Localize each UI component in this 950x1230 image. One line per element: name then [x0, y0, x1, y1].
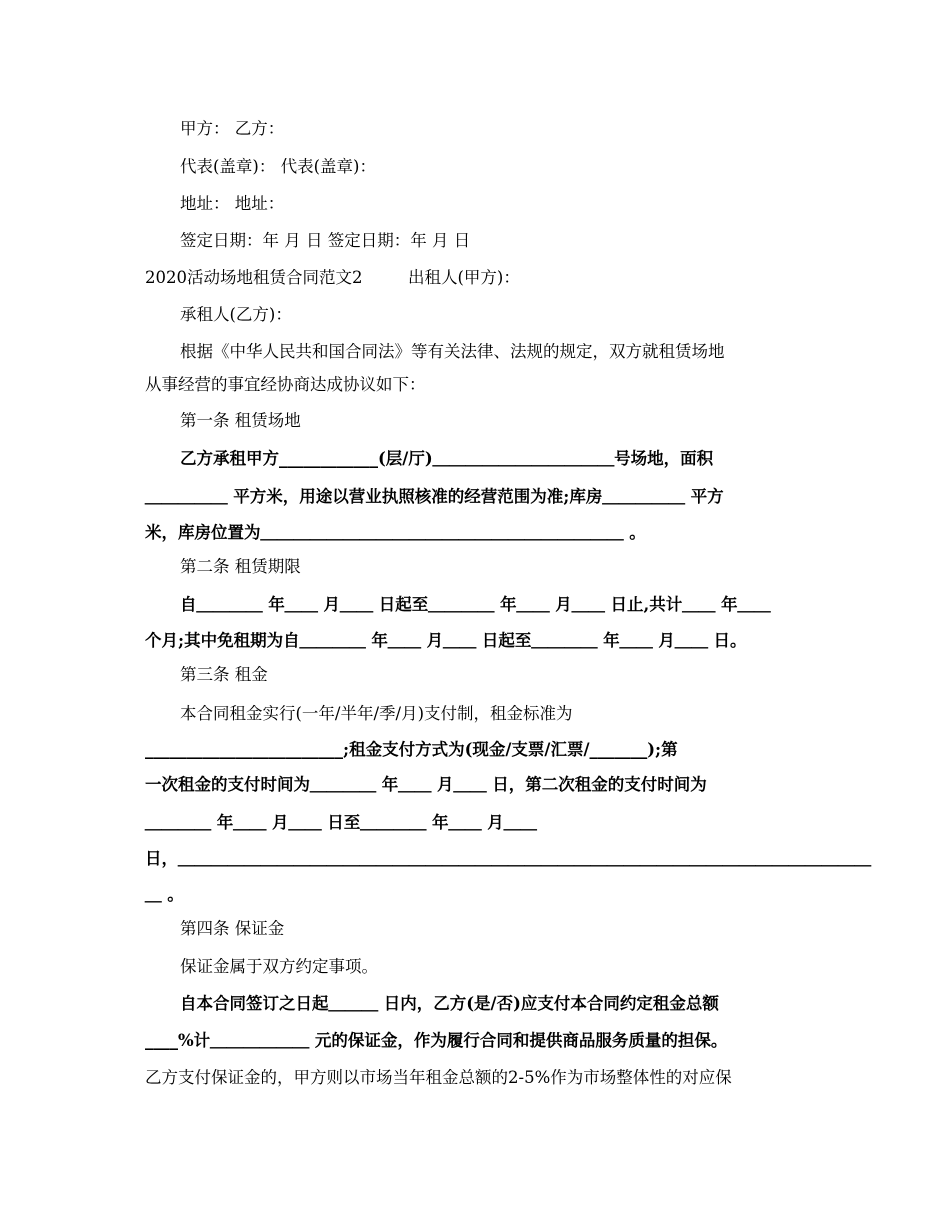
signature-parties: 甲方： 乙方：	[180, 119, 285, 138]
article-4-line: 保证金属于双方约定事项。	[180, 957, 378, 976]
article-2-line: 自＿＿＿＿ 年＿＿ 月＿＿ 日起至＿＿＿＿ 年＿＿ 月＿＿ 日止,共计＿＿ 年＿＿	[180, 595, 771, 614]
article-2-line: 个月;其中免租期为自＿＿＿＿ 年＿＿ 月＿＿ 日起至＿＿＿＿ 年＿＿ 月＿＿ 日。	[145, 631, 747, 650]
article-4-line: 自本合同签订之日起＿＿＿ 日内，乙方(是/否)应支付本合同约定租金总额	[180, 994, 719, 1013]
article-4-line: ____%计＿＿＿＿＿＿ 元的保证金，作为履行合同和提供商品服务质量的担保。	[145, 1031, 728, 1050]
article-1-line: 米，库房位置为＿＿＿＿＿＿＿＿＿＿＿＿＿＿＿＿＿＿＿＿＿＿ 。	[145, 523, 646, 542]
article-3-line: ＿＿＿＿ 年＿＿ 月＿＿ 日至＿＿＿＿ 年＿＿ 月＿＿	[145, 813, 537, 832]
article-4-heading: 第四条 保证金	[180, 919, 285, 938]
article-2-heading: 第二条 租赁期限	[180, 557, 301, 576]
article-1-line: 乙方承租甲方____________(层/厅)＿＿＿＿＿＿＿＿＿＿＿号场地，面积	[180, 449, 714, 468]
article-3-heading: 第三条 租金	[180, 665, 268, 684]
lessor-label: 出租人(甲方)：	[408, 268, 520, 287]
intro-paragraph-line: 从事经营的事宜经协商达成协议如下：	[145, 375, 426, 394]
article-3-line: 一次租金的支付时间为＿＿＿＿ 年＿＿ 月＿＿ 日，第二次租金的支付时间为	[145, 775, 707, 794]
intro-paragraph-line: 根据《中华人民共和国合同法》等有关法律、法规的规定，双方就租赁场地	[180, 342, 725, 361]
article-3-line: ＿ 。	[145, 885, 184, 904]
document-title: 2020活动场地租赁合同范文2	[145, 268, 363, 287]
lessee-label: 承租人(乙方)：	[180, 305, 292, 324]
signature-addresses: 地址： 地址：	[180, 194, 285, 213]
signature-representatives: 代表(盖章)： 代表(盖章)：	[180, 157, 376, 176]
article-1-heading: 第一条 租赁场地	[180, 411, 301, 430]
article-3-line: 本合同租金实行(一年/半年/季/月)支付制，租金标准为	[180, 704, 573, 723]
article-3-line: 日，＿＿＿＿＿＿＿＿＿＿＿＿＿＿＿＿＿＿＿＿＿＿＿＿＿＿＿＿＿＿＿＿＿＿＿＿＿＿＿＿＿＿	[145, 849, 871, 868]
article-1-line: ＿＿＿＿＿ 平方米，用途以营业执照核准的经营范围为准;库房＿＿＿＿＿ 平方	[145, 487, 724, 506]
article-3-line: ________________________;租金支付方式为(现金/支票/汇票/_______);第	[145, 740, 678, 759]
signature-dates: 签定日期：年 月 日 签定日期：年 月 日	[180, 231, 471, 250]
article-4-line: 乙方支付保证金的，甲方则以市场当年租金总额的2-5%作为市场整体性的对应保	[145, 1068, 732, 1087]
